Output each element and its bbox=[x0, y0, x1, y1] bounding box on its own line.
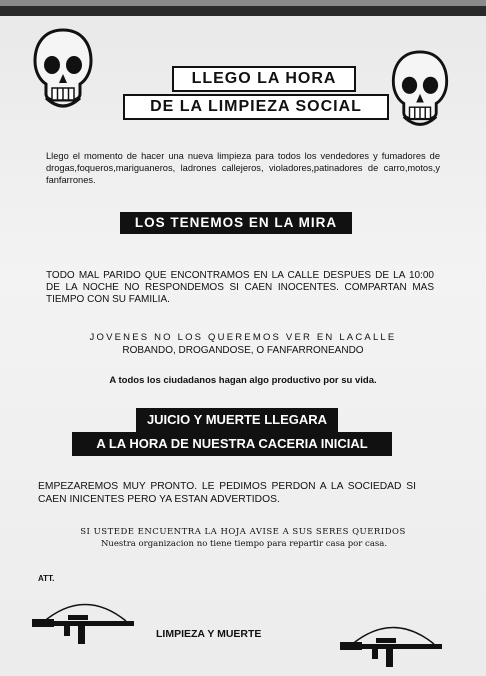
intro-paragraph: Llego el momento de hacer una nueva limpieza para todos los vendedores y fumadores de drogas,foqueros,mariguaneros, ladrones callejeros, violadores,patinadores de carro,motos,y fanfarrones. bbox=[46, 151, 440, 185]
att-label: ATT. bbox=[38, 574, 55, 583]
title-line-1: LLEGO LA HORA bbox=[172, 66, 356, 92]
citizens-line: A todos los ciudadanos hagan algo productivo por su vida. bbox=[109, 375, 377, 386]
warning-paragraph: TODO MAL PARIDO QUE ENCONTRAMOS EN LA CALLE DESPUES DE LA 10:00 DE LA NOCHE NO RESPONDEMOS SI CAEN INOCENTES. COMPARTAN MAS TIEMPO CON SU FAMILIA. bbox=[46, 270, 434, 305]
band-caceria: A LA HORA DE NUESTRA CACERIA INICIAL bbox=[72, 432, 392, 456]
band-los-tenemos: LOS TENEMOS EN LA MIRA bbox=[120, 212, 352, 234]
top-shadow bbox=[0, 6, 486, 16]
notice-line-1: SI USTEDE ENCUENTRA LA HOJA AVISE A SUS SERES QUERIDOS bbox=[80, 527, 406, 537]
rifle-icon bbox=[336, 614, 448, 672]
rifle-icon bbox=[28, 591, 140, 649]
closing-paragraph: EMPEZAREMOS MUY PRONTO. LE PEDIMOS PERDON A LA SOCIEDAD SI CAEN INICENTES PERO YA ESTAN ADVERTIDOS. bbox=[38, 481, 416, 505]
youth-line-2: ROBANDO, DROGANDOSE, O FANFARRONEANDO bbox=[122, 345, 364, 356]
youth-line-1: JOVENES NO LOS QUEREMOS VER EN LACALLE bbox=[89, 332, 397, 343]
band-juicio: JUICIO Y MUERTE LLEGARA bbox=[136, 408, 338, 432]
notice-line-2: Nuestra organizacion no tiene tiempo para repartir casa por casa. bbox=[100, 539, 388, 549]
skull-icon bbox=[390, 50, 450, 132]
signature-name: LIMPIEZA Y MUERTE bbox=[156, 628, 262, 640]
skull-icon bbox=[32, 28, 94, 114]
title-line-2: DE LA LIMPIEZA SOCIAL bbox=[123, 94, 389, 120]
flyer-page bbox=[0, 6, 486, 676]
